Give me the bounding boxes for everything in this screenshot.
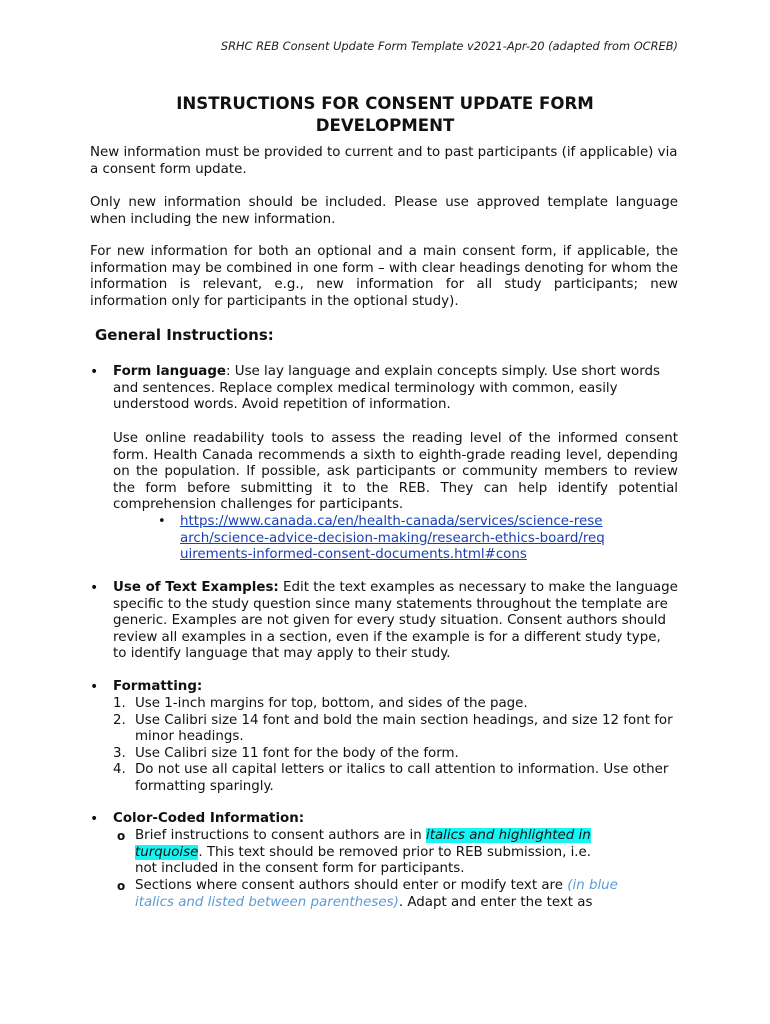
sub-bullet-icon: • (158, 514, 166, 529)
title-line-1: INSTRUCTIONS FOR CONSENT UPDATE FORM (176, 94, 594, 113)
bullet-icon: • (90, 364, 99, 380)
text-examples-text: Edit the text examples as necessary to make the language specific to the study question since many statements throughout the template are generic. Examples are not given for every study situation. Consent authors should review all examples in a section, even if the example is for a different study type, to identify language that may apply to their study. (113, 580, 678, 662)
intro-paragraph-3: For new information for both an optional and a main consent form, if applicable, the information may be combined in one form – with clear headings denoting for whom the information is relevant, e.g., new information for all study participants; new information only for participants in the optional study). (90, 244, 678, 309)
color-coded-item-2: Sections where consent authors should enter or modify text are (in blue italics and listed between parentheses). Adapt and enter the text as (135, 878, 618, 910)
text-examples-label: Use of Text Examples: (113, 580, 279, 595)
o-bullet-icon: o (117, 829, 126, 843)
o-bullet-icon: o (117, 879, 126, 893)
page-title (90, 93, 680, 137)
health-canada-link[interactable]: https://www.canada.ca/en/health-canada/services/science-research/science-advice-decision-making/research-ethics-board/requirements-informed-consent-documents.html#cons (180, 514, 605, 563)
intro-paragraph-1: New information must be provided to current and to past participants (if applicable) via a consent form update. (90, 145, 678, 177)
intro-paragraph-2: Only new information should be included. Please use approved template language when including the new information. (90, 195, 678, 227)
formatting-label: Formatting: (113, 679, 203, 694)
bullet-icon: • (90, 580, 99, 596)
list-item: 4. Do not use all capital letters or italics to call attention to information. Use other formatting sparingly. (113, 762, 669, 794)
bullet-icon: • (90, 811, 99, 827)
list-item: 3. Use Calibri size 11 font for the body of the form. (113, 745, 459, 761)
formatting-list (113, 696, 678, 796)
readability-paragraph: Use online readability tools to assess the reading level of the informed consent form. Health Canada recommends a sixth to eighth-grade reading level, depending on the population. If possible, ask participants or community members to review the form before submitting it to the REB. They can help identify potential comprehension challenges for participants. (113, 431, 678, 513)
list-item: 2. Use Calibri size 14 font and bold the main section headings, and size 12 font for minor headings. (113, 712, 673, 745)
form-language-paragraph (113, 364, 678, 414)
list-item (117, 878, 677, 911)
general-instructions-heading: General Instructions: (95, 326, 274, 344)
list-item: 1. Use 1-inch margins for top, bottom, and sides of the page. (113, 696, 528, 711)
form-language-label: Form language (113, 364, 227, 379)
color-coded-item-1: Brief instructions to consent authors are in italics and highlighted in turquoise. This text should be removed prior to REB submission, i.e. not included in the consent form for participants. (135, 828, 592, 877)
turquoise-highlight: italics and highlighted in turquoise (135, 828, 591, 860)
form-language-text: : Use lay language and explain concepts simply. Use short words and sentences. Replace complex medical terminology with common, easily understood words. Avoid repetition of information. (113, 364, 660, 413)
color-coded-label: Color-Coded Information: (113, 811, 305, 826)
running-header: SRHC REB Consent Update Form Template v2021-Apr-20 (adapted from OCREB) (220, 39, 678, 53)
list-item (117, 828, 677, 878)
title-line-2: DEVELOPMENT (315, 116, 455, 135)
blue-italic-text: (in blue italics and listed between parentheses) (135, 878, 618, 910)
bullet-icon: • (90, 679, 99, 695)
text-examples-paragraph (113, 580, 678, 663)
